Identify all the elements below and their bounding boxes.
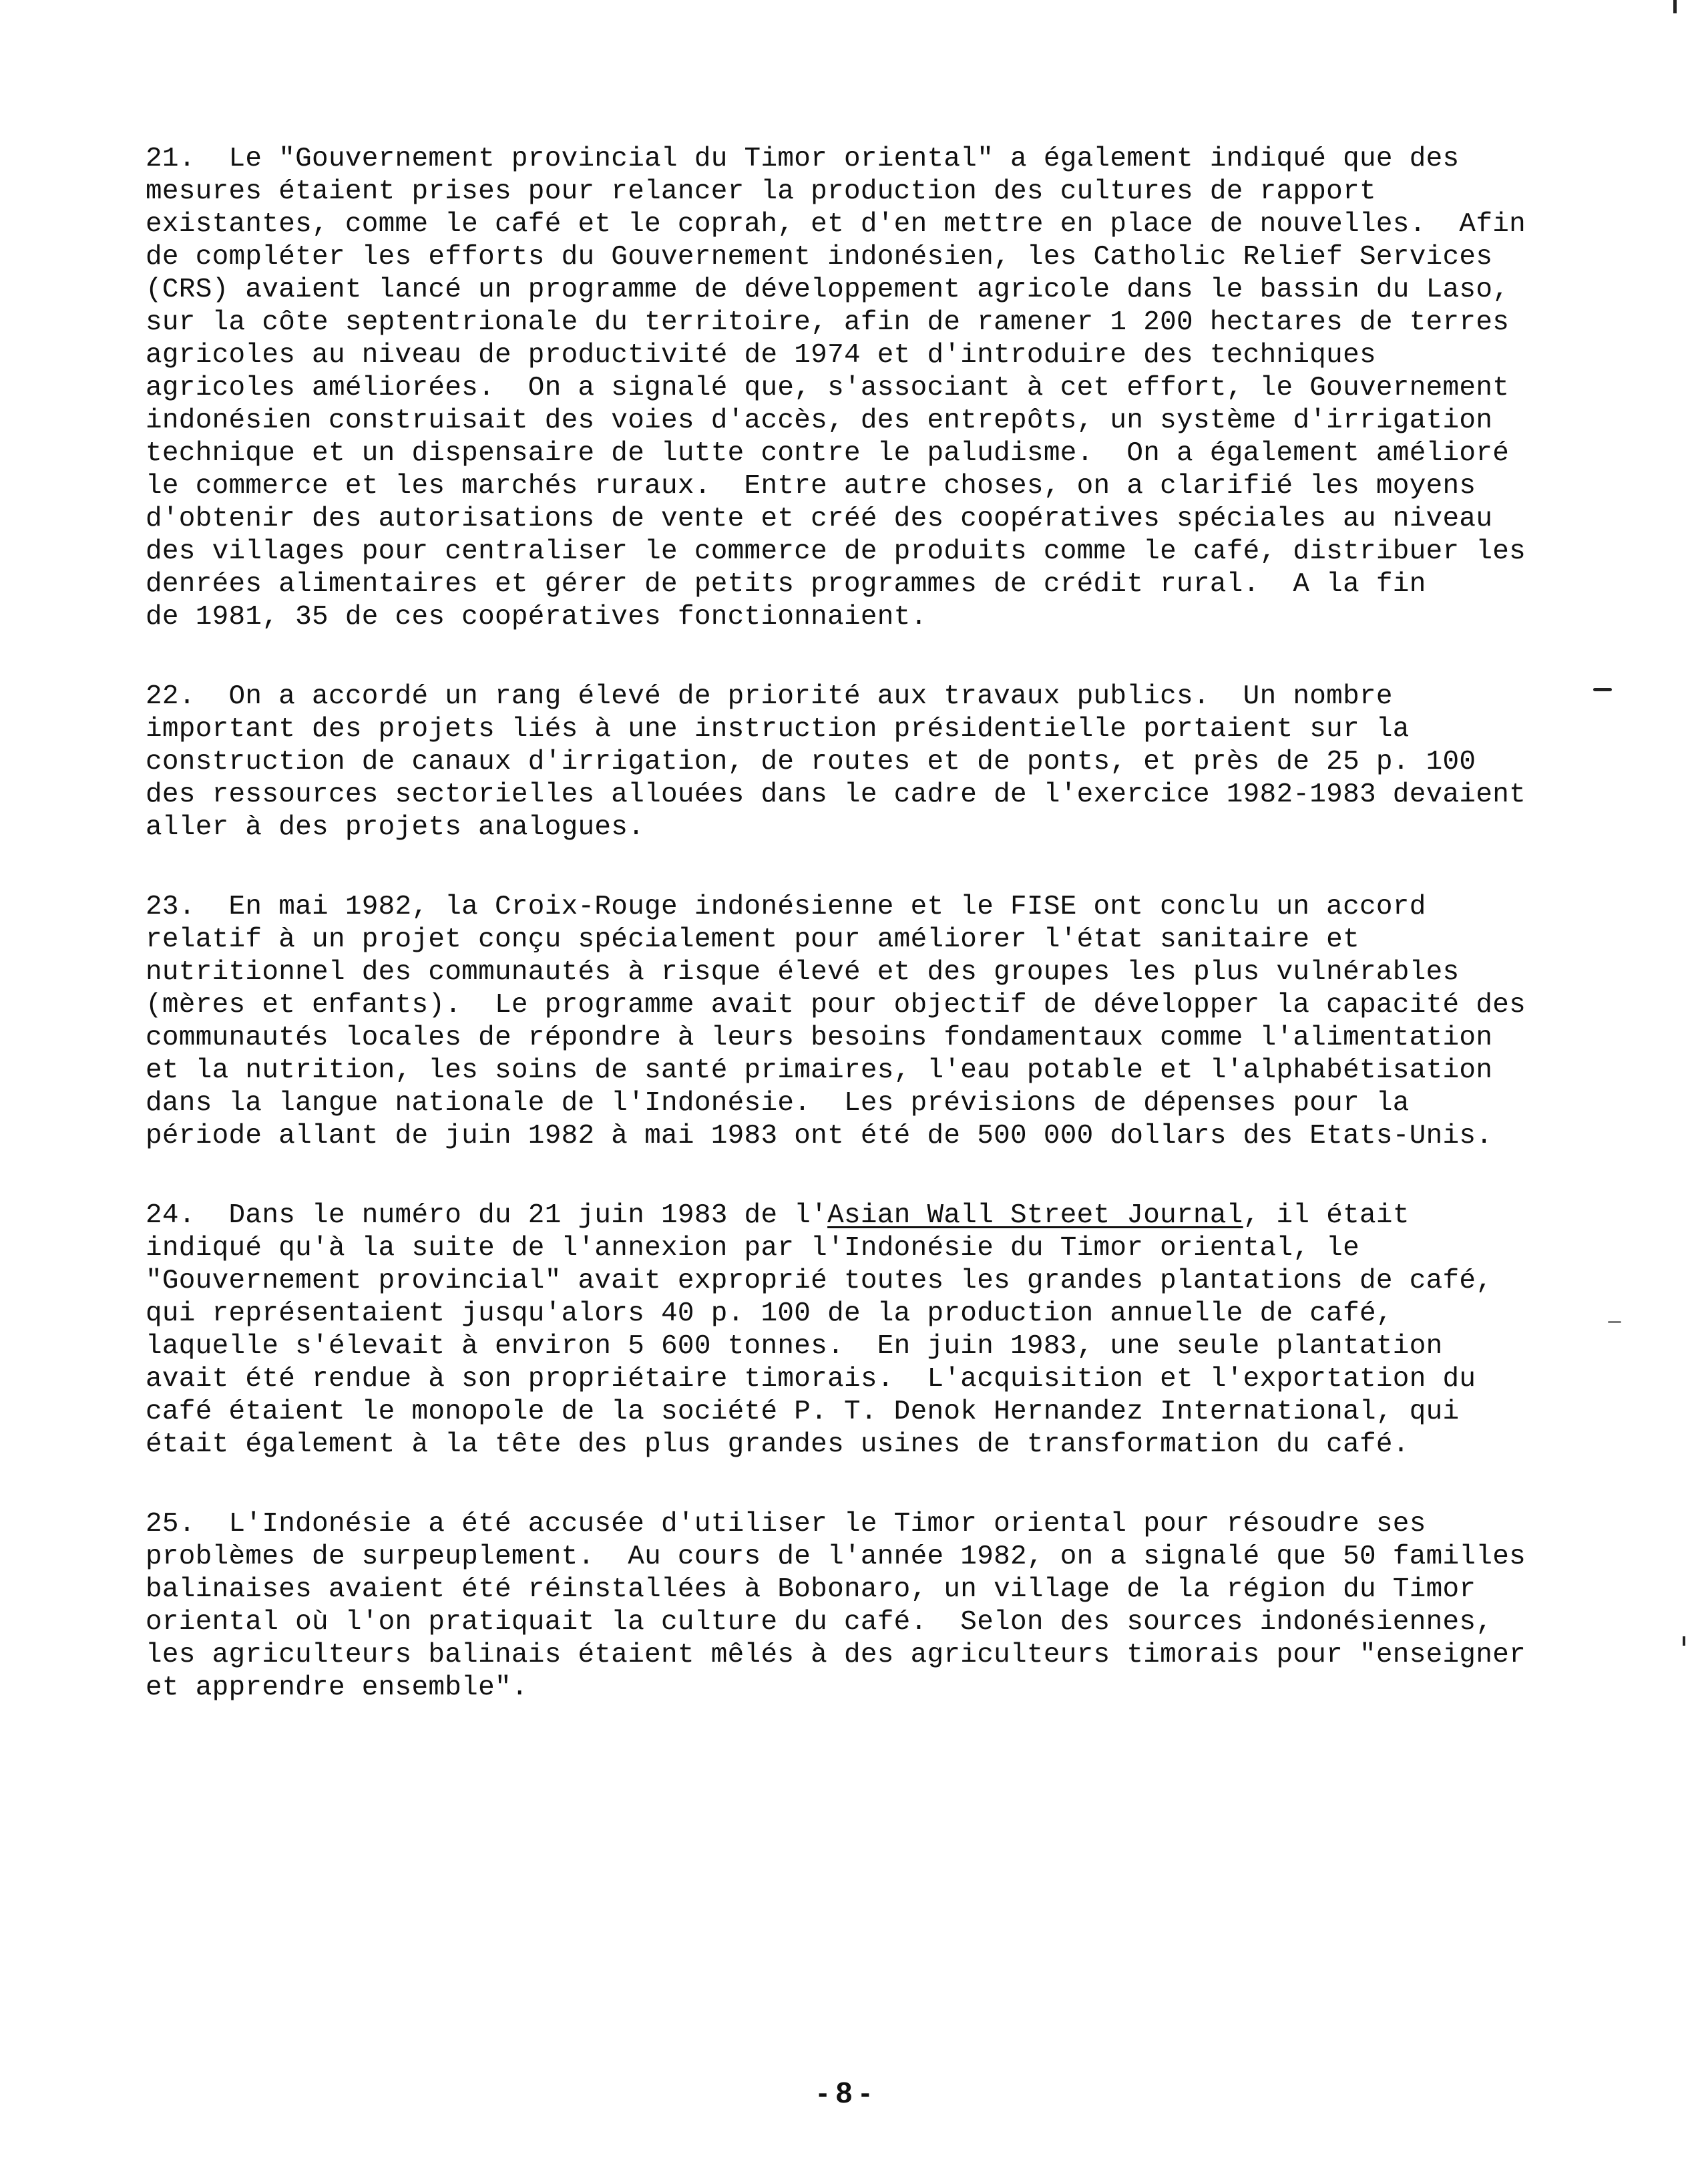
text-line: et apprendre ensemble". — [146, 1672, 528, 1703]
text-line: 25. L'Indonésie a été accusée d'utiliser le Timor oriental pour résoudre ses — [146, 1509, 1426, 1539]
text-line: aller à des projets analogues. — [146, 812, 645, 843]
text-line: le commerce et les marchés ruraux. Entre autre choses, on a clarifié les moyens — [146, 471, 1476, 502]
text-line: relatif à un projet conçu spécialement pour améliorer l'état sanitaire et — [146, 924, 1359, 955]
scan-mark — [1608, 1321, 1621, 1323]
text-line: et la nutrition, les soins de santé primaires, l'eau potable et l'alphabétisation — [146, 1055, 1493, 1086]
text-line: avait été rendue à son propriétaire timorais. L'acquisition et l'exportation du — [146, 1364, 1476, 1395]
text-line: de 1981, 35 de ces coopératives fonctionnaient. — [146, 602, 927, 632]
text-line: important des projets liés à une instruction présidentielle portaient sur la — [146, 714, 1410, 745]
body-text — [146, 143, 1561, 1751]
text-fragment: , il était — [1243, 1200, 1410, 1231]
text-line: oriental où l'on pratiquait la culture du café. Selon des sources indonésiennes, — [146, 1607, 1493, 1638]
text-line: "Gouvernement provincial" avait exproprié toutes les grandes plantations de café, — [146, 1266, 1493, 1296]
paragraph-21 — [146, 143, 1561, 634]
text-line: des ressources sectorielles allouées dans le cadre de l'exercice 1982-1983 devaient — [146, 779, 1526, 810]
paragraph-23 — [146, 891, 1561, 1153]
text-line: indonésien construisait des voies d'accès, des entrepôts, un système d'irrigation — [146, 405, 1493, 436]
text-line: agricoles au niveau de productivité de 1974 et d'introduire des techniques — [146, 340, 1376, 371]
text-line: des villages pour centraliser le commerce de produits comme le café, distribuer les — [146, 536, 1526, 567]
text-line: était également à la tête des plus grandes usines de transformation du café. — [146, 1429, 1410, 1460]
text-line: problèmes de surpeuplement. Au cours de l'année 1982, on a signalé que 50 familles — [146, 1541, 1526, 1572]
text-line: agricoles améliorées. On a signalé que, s'associant à cet effort, le Gouvernement — [146, 373, 1510, 403]
text-line: mesures étaient prises pour relancer la production des cultures de rapport — [146, 176, 1376, 207]
text-line: communautés locales de répondre à leurs besoins fondamentaux comme l'alimentation — [146, 1023, 1493, 1053]
text-line: laquelle s'élevait à environ 5 600 tonnes. En juin 1983, une seule plantation — [146, 1331, 1443, 1362]
text-line: 21. Le "Gouvernement provincial du Timor oriental" a également indiqué que des — [146, 144, 1460, 174]
text-line: balinaises avaient été réinstallées à Bobonaro, un village de la région du Timor — [146, 1574, 1476, 1605]
text-line: technique et un dispensaire de lutte contre le paludisme. On a également amélioré — [146, 438, 1510, 469]
text-line: indiqué qu'à la suite de l'annexion par l'Indonésie du Timor oriental, le — [146, 1233, 1359, 1264]
paragraph-24 — [146, 1200, 1561, 1461]
text-line: (mères et enfants). Le programme avait pour objectif de développer la capacité des — [146, 990, 1526, 1021]
text-line: 22. On a accordé un rang élevé de priorité aux travaux publics. Un nombre — [146, 681, 1393, 712]
text-line: denrées alimentaires et gérer de petits programmes de crédit rural. A la fin — [146, 569, 1426, 600]
text-fragment: 24. Dans le numéro du 21 juin 1983 de l' — [146, 1200, 828, 1231]
text-line: les agriculteurs balinais étaient mêlés à des agriculteurs timorais pour "enseigner — [146, 1640, 1526, 1670]
text-line: qui représentaient jusqu'alors 40 p. 100 de la production annuelle de café, — [146, 1298, 1393, 1329]
text-line: construction de canaux d'irrigation, de routes et de ponts, et près de 25 p. 100 — [146, 747, 1476, 777]
paragraph-25 — [146, 1508, 1561, 1704]
journal-title: Asian Wall Street Journal — [827, 1200, 1243, 1231]
text-line: d'obtenir des autorisations de vente et créé des coopératives spéciales au niveau — [146, 504, 1493, 534]
scan-mark — [1593, 688, 1612, 691]
text-line: café étaient le monopole de la société P. T. Denok Hernandez International, qui — [146, 1397, 1460, 1427]
scan-mark — [1683, 1636, 1685, 1646]
paragraph-22 — [146, 681, 1561, 844]
text-line: dans la langue nationale de l'Indonésie. Les prévisions de dépenses pour la — [146, 1088, 1410, 1119]
text-line: de compléter les efforts du Gouvernement indonésien, les Catholic Relief Services — [146, 242, 1493, 272]
scan-mark — [1673, 0, 1677, 13]
page-number: - 8 - — [817, 2076, 871, 2109]
text-line: existantes, comme le café et le coprah, et d'en mettre en place de nouvelles. Afin — [146, 209, 1526, 240]
text-line: nutritionnel des communautés à risque élevé et des groupes les plus vulnérables — [146, 957, 1460, 988]
text-line: (CRS) avaient lancé un programme de développement agricole dans le bassin du Laso, — [146, 275, 1510, 305]
text-line-with-journal-title — [146, 1200, 1561, 1232]
text-line: 23. En mai 1982, la Croix-Rouge indonésienne et le FISE ont conclu un accord — [146, 892, 1426, 922]
text-line: période allant de juin 1982 à mai 1983 ont été de 500 000 dollars des Etats-Unis. — [146, 1121, 1493, 1151]
text-line: sur la côte septentrionale du territoire, afin de ramener 1 200 hectares de terres — [146, 307, 1510, 338]
